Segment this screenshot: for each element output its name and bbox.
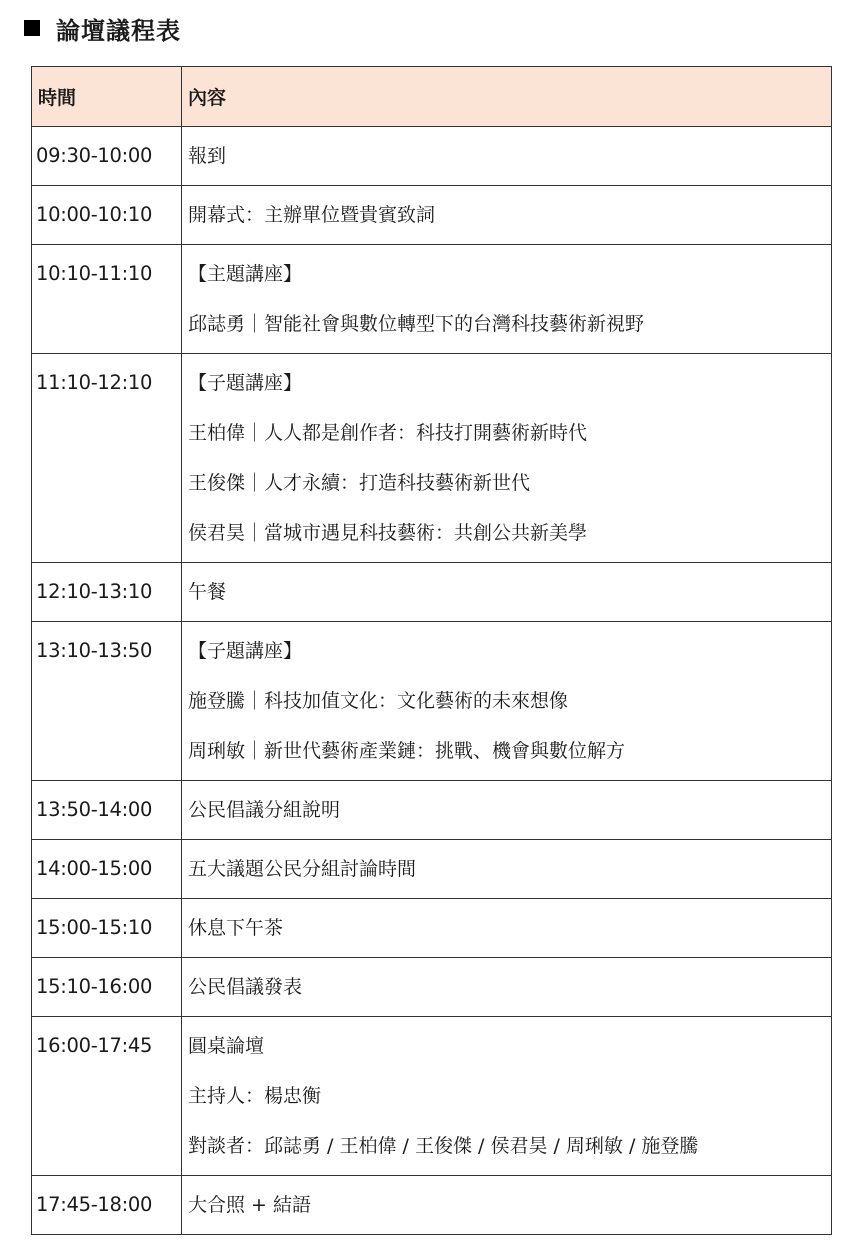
table-row (32, 354, 832, 563)
agenda-table (31, 66, 832, 1235)
table-header-row (32, 67, 832, 127)
content-cell (182, 1017, 832, 1176)
content-cell (182, 622, 832, 781)
time-text: 12:10-13:10 (36, 580, 153, 603)
table-row (32, 1176, 832, 1235)
time-text: 13:50-14:00 (36, 798, 153, 821)
content-cell (182, 781, 832, 840)
content-cell (182, 186, 832, 245)
content-cell (182, 563, 832, 622)
time-text: 13:10-13:50 (36, 639, 153, 662)
time-text: 09:30-10:00 (36, 144, 153, 167)
content-line: 公民倡議分組說明 (188, 799, 341, 821)
content-line: 報到 (188, 145, 227, 167)
content-cell (182, 354, 832, 563)
content-line: 【子題講座】 (188, 372, 303, 394)
time-cell (32, 781, 182, 840)
content-line: 【主題講座】 (188, 263, 303, 285)
time-text: 11:10-12:10 (36, 371, 153, 394)
content-line: 大合照 + 結語 (188, 1194, 311, 1216)
table-row (32, 127, 832, 186)
time-cell (32, 622, 182, 781)
time-text: 14:00-15:00 (36, 857, 153, 880)
header-content: 內容 (182, 67, 832, 127)
table-row (32, 840, 832, 899)
content-line: 圓桌論壇 (188, 1035, 265, 1057)
time-text: 17:45-18:00 (36, 1193, 153, 1216)
content-line: 對談者：邱誌勇 / 王柏偉 / 王俊傑 / 侯君昊 / 周琍敏 / 施登騰 (188, 1135, 699, 1157)
table-row (32, 899, 832, 958)
time-cell (32, 245, 182, 354)
time-text: 10:00-10:10 (36, 203, 153, 226)
content-line: 公民倡議發表 (188, 976, 303, 998)
content-line: 周琍敏｜新世代藝術產業鏈：挑戰、機會與數位解方 (188, 740, 626, 762)
time-cell (32, 1176, 182, 1235)
table-row (32, 958, 832, 1017)
time-cell (32, 840, 182, 899)
table-row (32, 245, 832, 354)
table-row (32, 186, 832, 245)
table-row (32, 563, 832, 622)
time-cell (32, 127, 182, 186)
time-cell (32, 1017, 182, 1176)
time-cell (32, 186, 182, 245)
content-cell (182, 1176, 832, 1235)
time-cell (32, 563, 182, 622)
content-line: 五大議題公民分組討論時間 (188, 858, 417, 880)
time-cell (32, 958, 182, 1017)
content-line: 侯君昊｜當城市遇見科技藝術：共創公共新美學 (188, 522, 588, 544)
content-line: 施登騰｜科技加值文化：文化藝術的未來想像 (188, 690, 569, 712)
content-line: 【子題講座】 (188, 640, 303, 662)
time-text: 10:10-11:10 (36, 262, 153, 285)
square-bullet-icon (24, 20, 40, 36)
content-line: 王俊傑｜人才永續：打造科技藝術新世代 (188, 472, 531, 494)
agenda-body (32, 127, 832, 1235)
content-line: 王柏偉｜人人都是創作者：科技打開藝術新時代 (188, 422, 588, 444)
content-cell (182, 245, 832, 354)
content-cell (182, 899, 832, 958)
time-text: 15:10-16:00 (36, 975, 153, 998)
content-line: 邱誌勇｜智能社會與數位轉型下的台灣科技藝術新視野 (188, 313, 645, 335)
content-line: 主持人：楊忠衡 (188, 1085, 322, 1107)
content-line: 午餐 (188, 581, 227, 603)
time-cell (32, 899, 182, 958)
time-text: 15:00-15:10 (36, 916, 153, 939)
table-row (32, 781, 832, 840)
table-row (32, 1017, 832, 1176)
page-title-text: 論壇議程表 (56, 15, 181, 45)
content-cell (182, 127, 832, 186)
time-cell (32, 354, 182, 563)
time-text: 16:00-17:45 (36, 1034, 153, 1057)
content-cell (182, 958, 832, 1017)
content-cell (182, 840, 832, 899)
page-title (24, 8, 181, 48)
content-line: 開幕式：主辦單位暨貴賓致詞 (188, 204, 436, 226)
header-time: 時間 (32, 67, 182, 127)
table-row (32, 622, 832, 781)
content-line: 休息下午茶 (188, 917, 284, 939)
